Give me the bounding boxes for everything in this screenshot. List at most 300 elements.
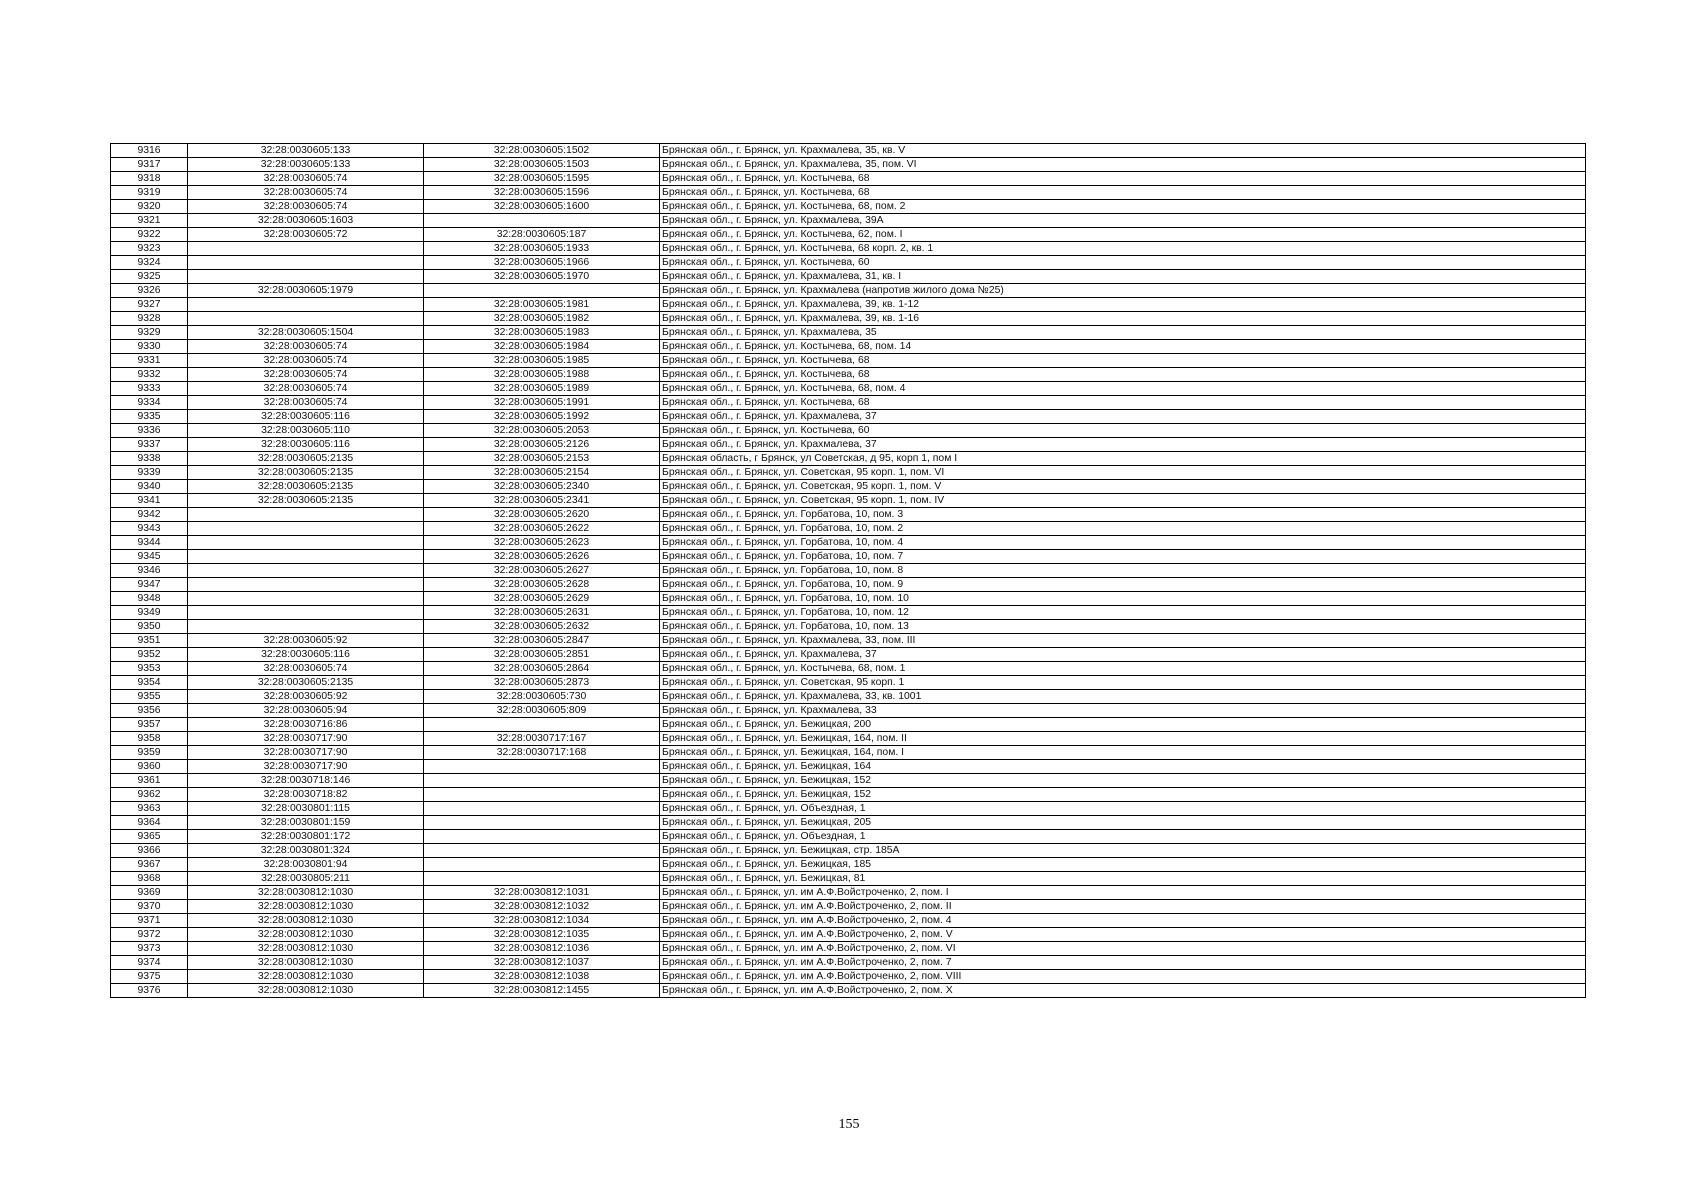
- address-cell: Брянская обл., г. Брянск, ул. Костычева, 68, пом. 2: [660, 200, 1586, 214]
- object-number-cell: 32:28:0030605:2053: [424, 424, 660, 438]
- object-number-cell: 32:28:0030605:2864: [424, 662, 660, 676]
- parcel-number-cell: [188, 298, 424, 312]
- object-number-cell: 32:28:0030605:1985: [424, 354, 660, 368]
- table-row: [111, 550, 1586, 564]
- address-cell: Брянская обл., г. Брянск, ул. Горбатова, 10, пом. 12: [660, 606, 1586, 620]
- object-number-cell: 32:28:0030605:2623: [424, 536, 660, 550]
- object-number-cell: 32:28:0030812:1031: [424, 886, 660, 900]
- table-row: [111, 984, 1586, 998]
- address-cell: Брянская обл., г. Брянск, ул. Горбатова, 10, пом. 4: [660, 536, 1586, 550]
- address-cell: Брянская обл., г. Брянск, ул. Костычева, 62, пом. I: [660, 228, 1586, 242]
- address-cell: Брянская обл., г. Брянск, ул. Костычева, 60: [660, 256, 1586, 270]
- parcel-number-cell: [188, 312, 424, 326]
- row-number-cell: 9343: [111, 522, 188, 536]
- address-cell: Брянская обл., г. Брянск, ул. Крахмалева, 35, пом. VI: [660, 158, 1586, 172]
- row-number-cell: 9339: [111, 466, 188, 480]
- table-row: [111, 452, 1586, 466]
- row-number-cell: 9347: [111, 578, 188, 592]
- row-number-cell: 9352: [111, 648, 188, 662]
- table-row: [111, 830, 1586, 844]
- object-number-cell: 32:28:0030812:1032: [424, 900, 660, 914]
- table-row: [111, 928, 1586, 942]
- registry-table-body: [111, 144, 1586, 998]
- object-number-cell: 32:28:0030605:2873: [424, 676, 660, 690]
- parcel-number-cell: [188, 606, 424, 620]
- address-cell: Брянская обл., г. Брянск, ул. Крахмалева, 37: [660, 438, 1586, 452]
- row-number-cell: 9350: [111, 620, 188, 634]
- address-cell: Брянская обл., г. Брянск, ул. Горбатова, 10, пом. 9: [660, 578, 1586, 592]
- parcel-number-cell: 32:28:0030605:116: [188, 410, 424, 424]
- object-number-cell: 32:28:0030812:1037: [424, 956, 660, 970]
- table-row: [111, 424, 1586, 438]
- address-cell: Брянская обл., г. Брянск, ул. Бежицкая, 164: [660, 760, 1586, 774]
- object-number-cell: 32:28:0030605:2631: [424, 606, 660, 620]
- parcel-number-cell: [188, 620, 424, 634]
- table-row: [111, 956, 1586, 970]
- row-number-cell: 9354: [111, 676, 188, 690]
- parcel-number-cell: 32:28:0030605:1603: [188, 214, 424, 228]
- address-cell: Брянская обл., г. Брянск, ул. им А.Ф.Войстроченко, 2, пом. I: [660, 886, 1586, 900]
- address-cell: Брянская обл., г. Брянск, ул. Костычева, 68 корп. 2, кв. 1: [660, 242, 1586, 256]
- address-cell: Брянская обл., г. Брянск, ул. Крахмалева, 39, кв. 1-16: [660, 312, 1586, 326]
- parcel-number-cell: 32:28:0030605:74: [188, 368, 424, 382]
- address-cell: Брянская обл., г. Брянск, ул. Костычева, 68: [660, 186, 1586, 200]
- parcel-number-cell: 32:28:0030605:72: [188, 228, 424, 242]
- address-cell: Брянская обл., г. Брянск, ул. Костычева, 68: [660, 396, 1586, 410]
- table-row: [111, 802, 1586, 816]
- object-number-cell: 32:28:0030812:1034: [424, 914, 660, 928]
- object-number-cell: 32:28:0030605:1933: [424, 242, 660, 256]
- row-number-cell: 9351: [111, 634, 188, 648]
- parcel-number-cell: [188, 550, 424, 564]
- object-number-cell: 32:28:0030605:187: [424, 228, 660, 242]
- table-row: [111, 382, 1586, 396]
- object-number-cell: 32:28:0030605:1596: [424, 186, 660, 200]
- address-cell: Брянская обл., г. Брянск, ул. Бежицкая, 152: [660, 774, 1586, 788]
- object-number-cell: [424, 718, 660, 732]
- row-number-cell: 9353: [111, 662, 188, 676]
- table-row: [111, 228, 1586, 242]
- object-number-cell: 32:28:0030717:168: [424, 746, 660, 760]
- address-cell: Брянская обл., г. Брянск, ул. Крахмалева, 35, кв. V: [660, 144, 1586, 158]
- parcel-number-cell: 32:28:0030605:2135: [188, 494, 424, 508]
- parcel-number-cell: [188, 522, 424, 536]
- parcel-number-cell: 32:28:0030812:1030: [188, 970, 424, 984]
- row-number-cell: 9373: [111, 942, 188, 956]
- row-number-cell: 9370: [111, 900, 188, 914]
- parcel-number-cell: 32:28:0030605:133: [188, 144, 424, 158]
- address-cell: Брянская обл., г. Брянск, ул. Крахмалева, 35: [660, 326, 1586, 340]
- object-number-cell: 32:28:0030812:1455: [424, 984, 660, 998]
- parcel-number-cell: 32:28:0030605:1504: [188, 326, 424, 340]
- table-row: [111, 158, 1586, 172]
- address-cell: Брянская обл., г. Брянск, ул. Костычева, 68: [660, 354, 1586, 368]
- row-number-cell: 9319: [111, 186, 188, 200]
- object-number-cell: 32:28:0030605:2341: [424, 494, 660, 508]
- address-cell: Брянская обл., г. Брянск, ул. Горбатова, 10, пом. 7: [660, 550, 1586, 564]
- row-number-cell: 9321: [111, 214, 188, 228]
- object-number-cell: 32:28:0030605:1989: [424, 382, 660, 396]
- table-row: [111, 494, 1586, 508]
- object-number-cell: 32:28:0030605:2626: [424, 550, 660, 564]
- row-number-cell: 9332: [111, 368, 188, 382]
- row-number-cell: 9316: [111, 144, 188, 158]
- row-number-cell: 9326: [111, 284, 188, 298]
- table-row: [111, 844, 1586, 858]
- parcel-number-cell: [188, 536, 424, 550]
- object-number-cell: 32:28:0030812:1035: [424, 928, 660, 942]
- address-cell: Брянская обл., г. Брянск, ул. Костычева, 60: [660, 424, 1586, 438]
- table-row: [111, 354, 1586, 368]
- address-cell: Брянская обл., г. Брянск, ул. Бежицкая, 81: [660, 872, 1586, 886]
- table-row: [111, 242, 1586, 256]
- table-row: [111, 886, 1586, 900]
- registry-table: [110, 143, 1586, 998]
- table-row: [111, 634, 1586, 648]
- object-number-cell: 32:28:0030605:2627: [424, 564, 660, 578]
- address-cell: Брянская обл., г. Брянск, ул. Бежицкая, 185: [660, 858, 1586, 872]
- table-row: [111, 816, 1586, 830]
- row-number-cell: 9366: [111, 844, 188, 858]
- row-number-cell: 9317: [111, 158, 188, 172]
- address-cell: Брянская обл., г. Брянск, ул. Горбатова, 10, пом. 3: [660, 508, 1586, 522]
- object-number-cell: 32:28:0030605:2629: [424, 592, 660, 606]
- row-number-cell: 9361: [111, 774, 188, 788]
- address-cell: Брянская обл., г. Брянск, ул. Бежицкая, 152: [660, 788, 1586, 802]
- parcel-number-cell: 32:28:0030605:74: [188, 662, 424, 676]
- table-row: [111, 592, 1586, 606]
- address-cell: Брянская обл., г. Брянск, ул. Советская, 95 корп. 1: [660, 676, 1586, 690]
- address-cell: Брянская обл., г. Брянск, ул. Объездная, 1: [660, 830, 1586, 844]
- address-cell: Брянская обл., г. Брянск, ул. Костычева, 68: [660, 172, 1586, 186]
- address-cell: Брянская обл., г. Брянск, ул. Советская, 95 корп. 1, пом. VI: [660, 466, 1586, 480]
- object-number-cell: 32:28:0030605:2126: [424, 438, 660, 452]
- parcel-number-cell: 32:28:0030718:82: [188, 788, 424, 802]
- address-cell: Брянская обл., г. Брянск, ул. Крахмалева, 33, пом. III: [660, 634, 1586, 648]
- object-number-cell: [424, 872, 660, 886]
- table-row: [111, 774, 1586, 788]
- parcel-number-cell: [188, 592, 424, 606]
- parcel-number-cell: 32:28:0030605:133: [188, 158, 424, 172]
- table-row: [111, 620, 1586, 634]
- row-number-cell: 9340: [111, 480, 188, 494]
- parcel-number-cell: 32:28:0030812:1030: [188, 956, 424, 970]
- row-number-cell: 9368: [111, 872, 188, 886]
- address-cell: Брянская область, г Брянск, ул Советская, д 95, корп 1, пом I: [660, 452, 1586, 466]
- address-cell: Брянская обл., г. Брянск, ул. Бежицкая, 164, пом. II: [660, 732, 1586, 746]
- parcel-number-cell: 32:28:0030605:2135: [188, 452, 424, 466]
- object-number-cell: 32:28:0030812:1038: [424, 970, 660, 984]
- row-number-cell: 9320: [111, 200, 188, 214]
- table-row: [111, 760, 1586, 774]
- parcel-number-cell: 32:28:0030812:1030: [188, 886, 424, 900]
- address-cell: Брянская обл., г. Брянск, ул. Советская, 95 корп. 1, пом. V: [660, 480, 1586, 494]
- address-cell: Брянская обл., г. Брянск, ул. Горбатова, 10, пом. 8: [660, 564, 1586, 578]
- parcel-number-cell: 32:28:0030605:74: [188, 382, 424, 396]
- object-number-cell: 32:28:0030605:1984: [424, 340, 660, 354]
- row-number-cell: 9324: [111, 256, 188, 270]
- object-number-cell: [424, 802, 660, 816]
- parcel-number-cell: [188, 242, 424, 256]
- object-number-cell: 32:28:0030605:1983: [424, 326, 660, 340]
- table-row: [111, 144, 1586, 158]
- object-number-cell: 32:28:0030717:167: [424, 732, 660, 746]
- object-number-cell: 32:28:0030605:2851: [424, 648, 660, 662]
- row-number-cell: 9329: [111, 326, 188, 340]
- object-number-cell: 32:28:0030605:730: [424, 690, 660, 704]
- row-number-cell: 9362: [111, 788, 188, 802]
- parcel-number-cell: 32:28:0030605:74: [188, 172, 424, 186]
- address-cell: Брянская обл., г. Брянск, ул. Крахмалева, 39, кв. 1-12: [660, 298, 1586, 312]
- row-number-cell: 9357: [111, 718, 188, 732]
- object-number-cell: 32:28:0030812:1036: [424, 942, 660, 956]
- table-row: [111, 578, 1586, 592]
- parcel-number-cell: 32:28:0030605:92: [188, 634, 424, 648]
- object-number-cell: 32:28:0030605:1970: [424, 270, 660, 284]
- row-number-cell: 9349: [111, 606, 188, 620]
- object-number-cell: 32:28:0030605:1991: [424, 396, 660, 410]
- parcel-number-cell: 32:28:0030812:1030: [188, 984, 424, 998]
- parcel-number-cell: [188, 578, 424, 592]
- row-number-cell: 9323: [111, 242, 188, 256]
- address-cell: Брянская обл., г. Брянск, ул. им А.Ф.Войстроченко, 2, пом. VI: [660, 942, 1586, 956]
- object-number-cell: [424, 844, 660, 858]
- table-row: [111, 200, 1586, 214]
- object-number-cell: [424, 774, 660, 788]
- address-cell: Брянская обл., г. Брянск, ул. Крахмалева, 37: [660, 410, 1586, 424]
- parcel-number-cell: 32:28:0030812:1030: [188, 914, 424, 928]
- parcel-number-cell: 32:28:0030717:90: [188, 746, 424, 760]
- table-row: [111, 648, 1586, 662]
- object-number-cell: 32:28:0030605:1502: [424, 144, 660, 158]
- table-row: [111, 690, 1586, 704]
- parcel-number-cell: 32:28:0030801:94: [188, 858, 424, 872]
- table-row: [111, 942, 1586, 956]
- row-number-cell: 9330: [111, 340, 188, 354]
- parcel-number-cell: 32:28:0030605:94: [188, 704, 424, 718]
- parcel-number-cell: [188, 508, 424, 522]
- object-number-cell: 32:28:0030605:2340: [424, 480, 660, 494]
- row-number-cell: 9338: [111, 452, 188, 466]
- object-number-cell: 32:28:0030605:2622: [424, 522, 660, 536]
- object-number-cell: 32:28:0030605:1595: [424, 172, 660, 186]
- address-cell: Брянская обл., г. Брянск, ул. им А.Ф.Войстроченко, 2, пом. V: [660, 928, 1586, 942]
- address-cell: Брянская обл., г. Брянск, ул. им А.Ф.Войстроченко, 2, пом. VIII: [660, 970, 1586, 984]
- table-row: [111, 676, 1586, 690]
- row-number-cell: 9372: [111, 928, 188, 942]
- address-cell: Брянская обл., г. Брянск, ул. Костычева, 68, пом. 1: [660, 662, 1586, 676]
- row-number-cell: 9371: [111, 914, 188, 928]
- row-number-cell: 9365: [111, 830, 188, 844]
- table-row: [111, 214, 1586, 228]
- row-number-cell: 9325: [111, 270, 188, 284]
- row-number-cell: 9333: [111, 382, 188, 396]
- parcel-number-cell: 32:28:0030605:74: [188, 186, 424, 200]
- row-number-cell: 9345: [111, 550, 188, 564]
- address-cell: Брянская обл., г. Брянск, ул. им А.Ф.Войстроченко, 2, пом. 7: [660, 956, 1586, 970]
- parcel-number-cell: 32:28:0030717:90: [188, 732, 424, 746]
- object-number-cell: [424, 214, 660, 228]
- row-number-cell: 9363: [111, 802, 188, 816]
- object-number-cell: [424, 816, 660, 830]
- object-number-cell: 32:28:0030605:1988: [424, 368, 660, 382]
- object-number-cell: 32:28:0030605:2620: [424, 508, 660, 522]
- parcel-number-cell: [188, 564, 424, 578]
- parcel-number-cell: [188, 256, 424, 270]
- object-number-cell: [424, 858, 660, 872]
- address-cell: Брянская обл., г. Брянск, ул. Горбатова, 10, пом. 2: [660, 522, 1586, 536]
- object-number-cell: 32:28:0030605:2154: [424, 466, 660, 480]
- row-number-cell: 9355: [111, 690, 188, 704]
- address-cell: Брянская обл., г. Брянск, ул. Крахмалева, 39А: [660, 214, 1586, 228]
- table-row: [111, 284, 1586, 298]
- parcel-number-cell: 32:28:0030605:2135: [188, 466, 424, 480]
- table-row: [111, 326, 1586, 340]
- row-number-cell: 9331: [111, 354, 188, 368]
- address-cell: Брянская обл., г. Брянск, ул. Костычева, 68, пом. 4: [660, 382, 1586, 396]
- table-row: [111, 186, 1586, 200]
- address-cell: Брянская обл., г. Брянск, ул. Бежицкая, 200: [660, 718, 1586, 732]
- address-cell: Брянская обл., г. Брянск, ул. Костычева, 68, пом. 14: [660, 340, 1586, 354]
- object-number-cell: 32:28:0030605:1966: [424, 256, 660, 270]
- row-number-cell: 9342: [111, 508, 188, 522]
- table-row: [111, 256, 1586, 270]
- table-row: [111, 858, 1586, 872]
- address-cell: Брянская обл., г. Брянск, ул. Крахмалева, 31, кв. I: [660, 270, 1586, 284]
- address-cell: Брянская обл., г. Брянск, ул. Крахмалева, 33: [660, 704, 1586, 718]
- row-number-cell: 9336: [111, 424, 188, 438]
- table-row: [111, 662, 1586, 676]
- parcel-number-cell: [188, 270, 424, 284]
- parcel-number-cell: 32:28:0030812:1030: [188, 900, 424, 914]
- parcel-number-cell: 32:28:0030605:92: [188, 690, 424, 704]
- row-number-cell: 9335: [111, 410, 188, 424]
- row-number-cell: 9364: [111, 816, 188, 830]
- parcel-number-cell: 32:28:0030605:116: [188, 648, 424, 662]
- parcel-number-cell: 32:28:0030805:211: [188, 872, 424, 886]
- table-row: [111, 704, 1586, 718]
- table-row: [111, 564, 1586, 578]
- address-cell: Брянская обл., г. Брянск, ул. Объездная, 1: [660, 802, 1586, 816]
- address-cell: Брянская обл., г. Брянск, ул. Крахмалева, 37: [660, 648, 1586, 662]
- row-number-cell: 9318: [111, 172, 188, 186]
- parcel-number-cell: 32:28:0030605:74: [188, 396, 424, 410]
- address-cell: Брянская обл., г. Брянск, ул. Советская, 95 корп. 1, пом. IV: [660, 494, 1586, 508]
- row-number-cell: 9369: [111, 886, 188, 900]
- row-number-cell: 9341: [111, 494, 188, 508]
- table-row: [111, 312, 1586, 326]
- table-row: [111, 788, 1586, 802]
- row-number-cell: 9376: [111, 984, 188, 998]
- parcel-number-cell: 32:28:0030605:116: [188, 438, 424, 452]
- object-number-cell: [424, 284, 660, 298]
- address-cell: Брянская обл., г. Брянск, ул. Бежицкая, 164, пом. I: [660, 746, 1586, 760]
- object-number-cell: [424, 788, 660, 802]
- object-number-cell: 32:28:0030605:2847: [424, 634, 660, 648]
- row-number-cell: 9328: [111, 312, 188, 326]
- parcel-number-cell: 32:28:0030812:1030: [188, 942, 424, 956]
- address-cell: Брянская обл., г. Брянск, ул. Бежицкая, 205: [660, 816, 1586, 830]
- parcel-number-cell: 32:28:0030605:1979: [188, 284, 424, 298]
- parcel-number-cell: 32:28:0030605:74: [188, 340, 424, 354]
- parcel-number-cell: 32:28:0030812:1030: [188, 928, 424, 942]
- parcel-number-cell: 32:28:0030801:159: [188, 816, 424, 830]
- row-number-cell: 9358: [111, 732, 188, 746]
- table-row: [111, 480, 1586, 494]
- parcel-number-cell: 32:28:0030605:2135: [188, 480, 424, 494]
- address-cell: Брянская обл., г. Брянск, ул. Бежицкая, стр. 185А: [660, 844, 1586, 858]
- table-row: [111, 872, 1586, 886]
- parcel-number-cell: 32:28:0030716:86: [188, 718, 424, 732]
- parcel-number-cell: 32:28:0030605:74: [188, 354, 424, 368]
- table-row: [111, 508, 1586, 522]
- table-row: [111, 270, 1586, 284]
- table-row: [111, 396, 1586, 410]
- object-number-cell: [424, 760, 660, 774]
- table-row: [111, 410, 1586, 424]
- object-number-cell: 32:28:0030605:1982: [424, 312, 660, 326]
- parcel-number-cell: 32:28:0030801:172: [188, 830, 424, 844]
- parcel-number-cell: 32:28:0030605:74: [188, 200, 424, 214]
- row-number-cell: 9337: [111, 438, 188, 452]
- row-number-cell: 9348: [111, 592, 188, 606]
- parcel-number-cell: 32:28:0030718:146: [188, 774, 424, 788]
- object-number-cell: [424, 830, 660, 844]
- object-number-cell: 32:28:0030605:2628: [424, 578, 660, 592]
- object-number-cell: 32:28:0030605:809: [424, 704, 660, 718]
- table-row: [111, 606, 1586, 620]
- table-row: [111, 438, 1586, 452]
- address-cell: Брянская обл., г. Брянск, ул. Горбатова, 10, пом. 10: [660, 592, 1586, 606]
- page-number: 155: [838, 1117, 860, 1132]
- table-row: [111, 368, 1586, 382]
- table-row: [111, 172, 1586, 186]
- parcel-number-cell: 32:28:0030801:115: [188, 802, 424, 816]
- row-number-cell: 9344: [111, 536, 188, 550]
- object-number-cell: 32:28:0030605:1981: [424, 298, 660, 312]
- table-row: [111, 298, 1586, 312]
- row-number-cell: 9356: [111, 704, 188, 718]
- table-row: [111, 522, 1586, 536]
- row-number-cell: 9322: [111, 228, 188, 242]
- table-row: [111, 466, 1586, 480]
- table-row: [111, 914, 1586, 928]
- row-number-cell: 9346: [111, 564, 188, 578]
- parcel-number-cell: 32:28:0030717:90: [188, 760, 424, 774]
- object-number-cell: 32:28:0030605:2632: [424, 620, 660, 634]
- parcel-number-cell: 32:28:0030605:2135: [188, 676, 424, 690]
- address-cell: Брянская обл., г. Брянск, ул. им А.Ф.Войстроченко, 2, пом. II: [660, 900, 1586, 914]
- object-number-cell: 32:28:0030605:1600: [424, 200, 660, 214]
- row-number-cell: 9367: [111, 858, 188, 872]
- address-cell: Брянская обл., г. Брянск, ул. Крахмалева (напротив жилого дома №25): [660, 284, 1586, 298]
- table-row: [111, 718, 1586, 732]
- parcel-number-cell: 32:28:0030605:110: [188, 424, 424, 438]
- row-number-cell: 9334: [111, 396, 188, 410]
- row-number-cell: 9374: [111, 956, 188, 970]
- row-number-cell: 9327: [111, 298, 188, 312]
- table-row: [111, 746, 1586, 760]
- table-row: [111, 970, 1586, 984]
- table-row: [111, 536, 1586, 550]
- table-row: [111, 900, 1586, 914]
- row-number-cell: 9359: [111, 746, 188, 760]
- address-cell: Брянская обл., г. Брянск, ул. Костычева, 68: [660, 368, 1586, 382]
- object-number-cell: 32:28:0030605:1503: [424, 158, 660, 172]
- row-number-cell: 9360: [111, 760, 188, 774]
- address-cell: Брянская обл., г. Брянск, ул. им А.Ф.Войстроченко, 2, пом. 4: [660, 914, 1586, 928]
- address-cell: Брянская обл., г. Брянск, ул. Крахмалева, 33, кв. 1001: [660, 690, 1586, 704]
